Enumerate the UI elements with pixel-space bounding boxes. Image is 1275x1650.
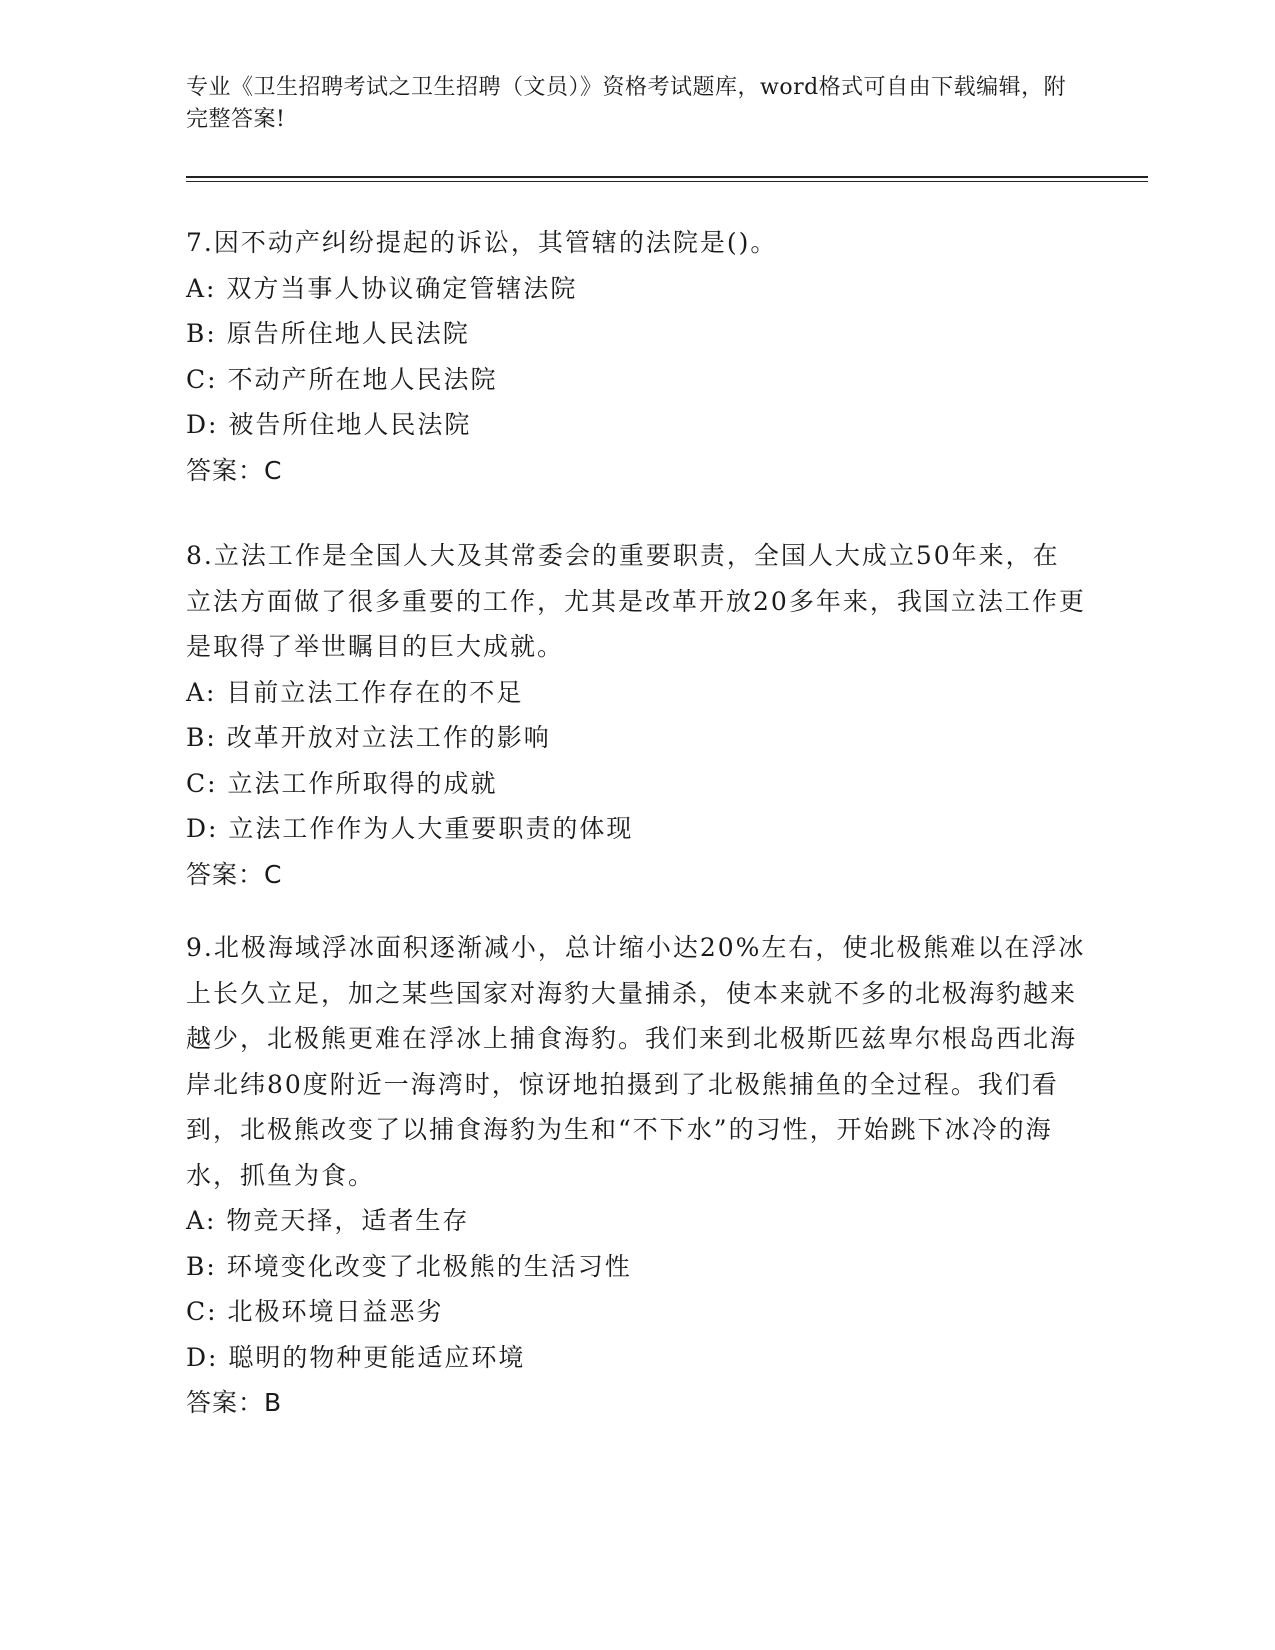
option-a: A: 目前立法工作存在的不足 <box>186 677 524 707</box>
option-d: D: 被告所住地人民法院 <box>186 410 472 439</box>
question-7 <box>186 220 1086 493</box>
option-c: C: 立法工作所取得的成就 <box>186 768 498 798</box>
header-rule-thin <box>186 181 1148 182</box>
option-d: D: 立法工作作为人大重要职责的体现 <box>186 814 634 843</box>
answer: 答案：C <box>186 859 283 889</box>
option-d: D: 聪明的物种更能适应环境 <box>186 1342 526 1372</box>
option-a: A: 物竞天择，适者生存 <box>186 1206 470 1235</box>
option-c: C: 北极环境日益恶劣 <box>186 1297 444 1326</box>
option-b: B: 环境变化改变了北极熊的生活习性 <box>186 1251 632 1281</box>
document-header: 专业《卫生招聘考试之卫生招聘（文员）》资格考试题库，word格式可自由下载编辑，附完整答案! <box>186 75 1067 132</box>
question-8 <box>186 533 1086 897</box>
option-b: B: 改革开放对立法工作的影响 <box>186 723 551 752</box>
option-c: C: 不动产所在地人民法院 <box>186 364 498 394</box>
question-9 <box>186 925 1086 1426</box>
option-b: B: 原告所住地人民法院 <box>186 319 470 348</box>
answer: 答案：C <box>186 455 283 485</box>
question-stem: 9.北极海域浮冰面积逐渐减小，总计缩小达20%左右，使北极熊难以在浮冰上长久立足，加之某些国家对海豹大量捕杀，使本来就不多的北极海豹越来越少，北极熊更难在浮冰上捕食海豹。我们来到北极斯匹兹卑尔根岛西北海岸北纬80度附近一海湾时，惊讶地拍摄到了北极熊捕鱼的全过程。我们看到，北极熊改变了以捕食海豹为生和“不下水”的习性，开始跳下冰冷的海水，抓鱼为食。 <box>186 933 1086 1190</box>
question-stem: 8.立法工作是全国人大及其常委会的重要职责，全国人大成立50年来，在立法方面做了很多重要的工作，尤其是改革开放20多年来，我国立法工作更是取得了举世瞩目的巨大成就。 <box>186 541 1086 661</box>
header-rule-thick <box>186 176 1148 178</box>
answer: 答案：B <box>186 1388 283 1417</box>
option-a: A: 双方当事人协议确定管辖法院 <box>186 273 578 303</box>
question-stem: 7.因不动产纠纷提起的诉讼，其管辖的法院是()。 <box>186 228 778 257</box>
